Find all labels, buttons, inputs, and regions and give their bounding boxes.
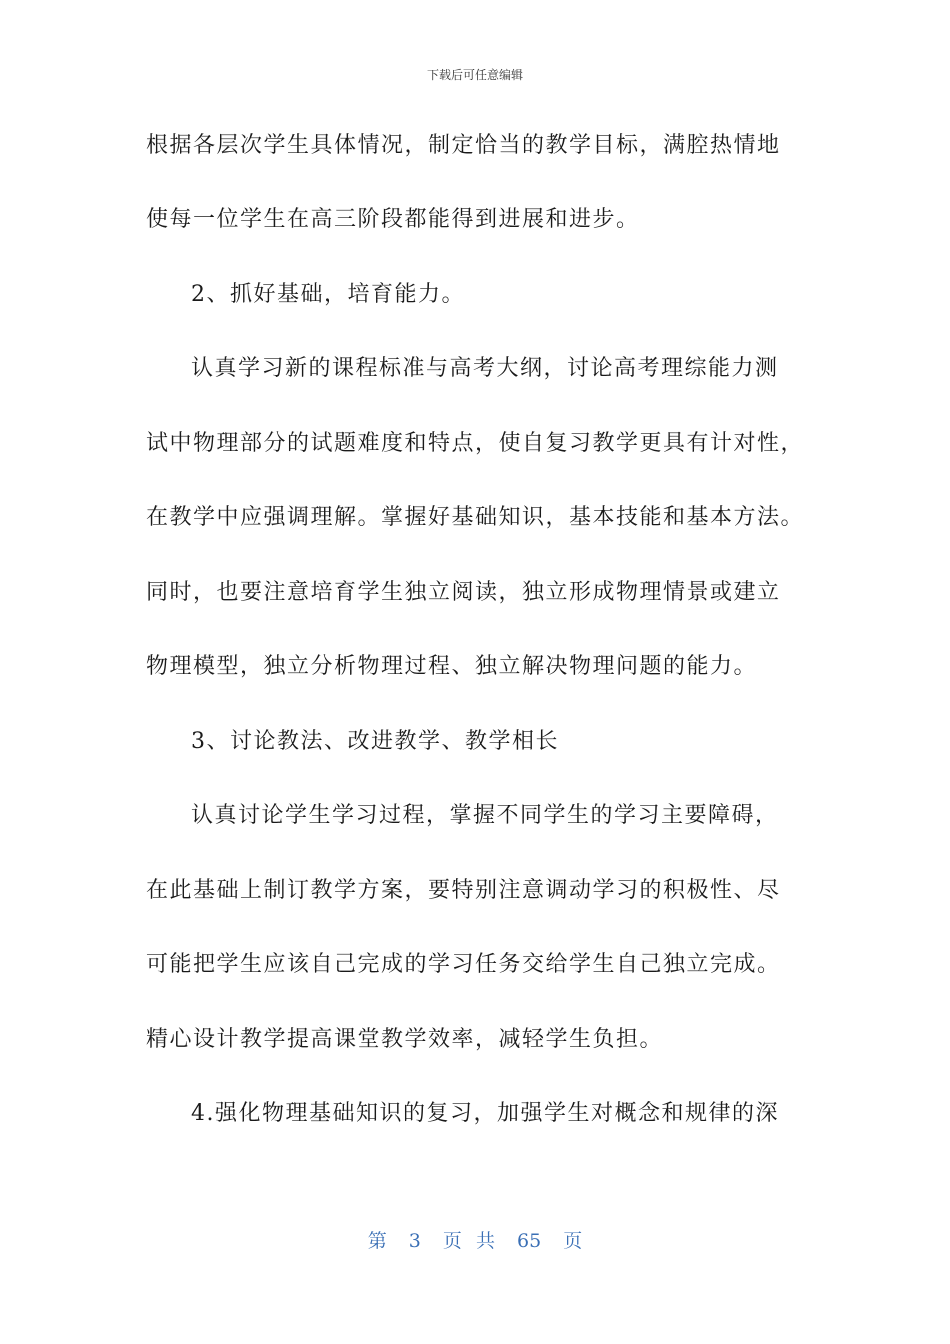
footer-suffix: 页 (563, 1230, 583, 1252)
text-line: 在教学中应强调理解。掌握好基础知识，基本技能和基本方法。 (146, 505, 805, 530)
section-heading: 4.强化物理基础知识的复习，加强学生对概念和规律的深 (191, 1101, 779, 1126)
page-header: 下载后可任意编辑 (426, 68, 523, 82)
text-line: 可能把学生应该自己完成的学习任务交给学生自己独立完成。 (146, 952, 781, 977)
text-line: 试中物理部分的试题难度和特点，使自复习教学更具有计对性， (146, 431, 805, 456)
total-page-count: 65 (517, 1230, 542, 1252)
text-line: 同时，也要注意培育学生独立阅读，独立形成物理情景或建立 (146, 580, 781, 605)
footer-middle: 页 共 (442, 1230, 495, 1252)
text-line: 认真学习新的课程标准与高考大纲，讨论高考理综能力测 (191, 356, 779, 381)
text-line: 在此基础上制订教学方案，要特别注意调动学习的积极性、尽 (146, 878, 781, 903)
text-line: 使每一位学生在高三阶段都能得到进展和进步。 (146, 207, 640, 232)
text-line: 根据各层次学生具体情况，制定恰当的教学目标，满腔热情地 (146, 133, 781, 158)
text-line: 认真讨论学生学习过程，掌握不同学生的学习主要障碍， (191, 803, 779, 828)
footer-prefix: 第 (367, 1230, 387, 1252)
text-line: 精心设计教学提高课堂教学效率，减轻学生负担。 (146, 1027, 664, 1052)
page-footer (0, 1226, 950, 1253)
current-page-number: 3 (408, 1230, 421, 1252)
text-line: 物理模型，独立分析物理过程、独立解决物理问题的能力。 (146, 654, 758, 679)
section-heading: 2、抓好基础，培育能力。 (191, 282, 465, 307)
section-heading: 3、讨论教法、改进教学、教学相长 (191, 729, 559, 754)
